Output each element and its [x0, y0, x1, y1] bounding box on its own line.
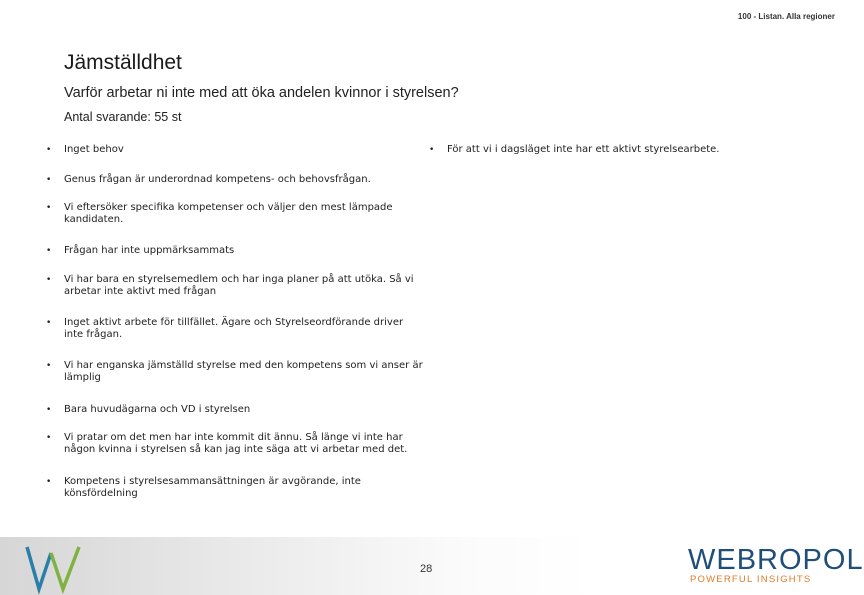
w-logo-green-stroke [51, 547, 79, 589]
survey-question: Varför arbetar ni inte med att öka andelen kvinnor i styrelsen? [64, 85, 459, 101]
answer-item: • Vi pratar om det men har inte kommit dit ännu. Så länge vi inte har någon kvinna i styrelsen så kan jag inte säga att vi arbetar med det. [64, 432, 424, 456]
answer-item: • Vi har bara en styrelsemedlem och har inga planer på att utöka. Så vi arbetar inte aktivt med frågan [64, 274, 424, 298]
answer-item: • Inget behov [64, 144, 424, 156]
region-tag: 100 - Listan. Alla regioner [737, 12, 835, 21]
webropol-logo [688, 544, 864, 589]
answer-item: • Genus frågan är underordnad kompetens- och behovsfrågan. [64, 174, 424, 186]
answer-list-left [64, 0, 424, 520]
answer-item: • Inget aktivt arbete för tillfället. Ägare och Styrelseordförande driver inte frågan. [64, 317, 424, 341]
webropol-wordmark: WEBROPOL [688, 544, 864, 576]
webropol-tagline: POWERFUL INSIGHTS [690, 574, 812, 585]
answer-list-right [447, 0, 767, 155]
answer-item: • För att vi i dagsläget inte har ett aktivt styrelsearbete. [447, 144, 767, 156]
respondent-count: Antal svarande: 55 st [64, 110, 182, 124]
answer-item: • Frågan har inte uppmärksammats [64, 245, 424, 257]
slide-title: Jämställdhet [64, 51, 182, 74]
answer-item: • Vi eftersöker specifika kompetenser och väljer den mest lämpade kandidaten. [64, 202, 424, 226]
page-number: 28 [420, 563, 433, 575]
answer-item: • Vi har enganska jämställd styrelse med den kompetens som vi anser är lämplig [64, 360, 424, 384]
w-logo [22, 545, 84, 591]
answer-item: • Bara huvudägarna och VD i styrelsen [64, 404, 424, 416]
w-logo-blue-stroke [27, 547, 51, 589]
answer-item: • Kompetens i styrelsesammansättningen är avgörande, inte könsfördelning [64, 476, 424, 500]
